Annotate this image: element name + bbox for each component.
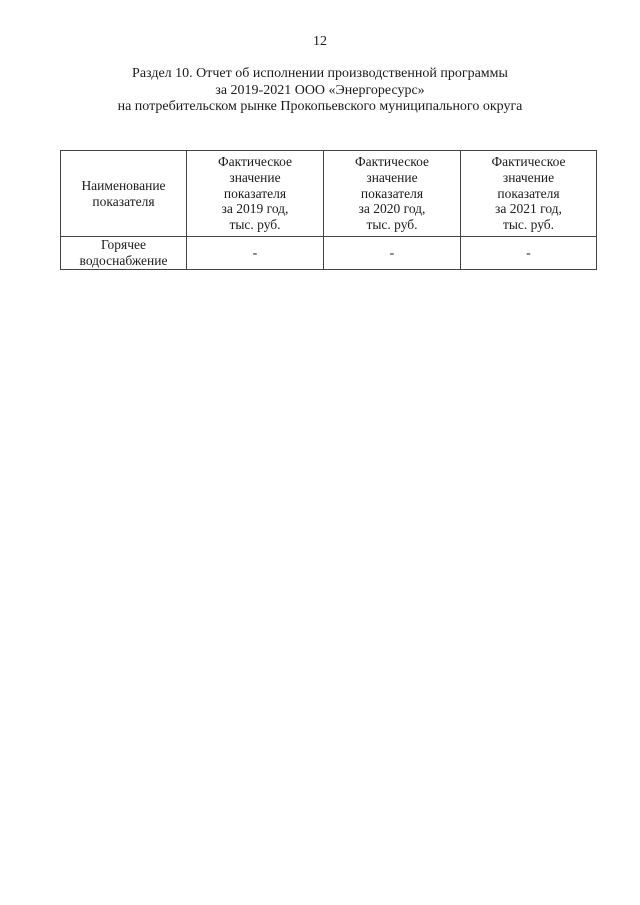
row-name-cell: Горячее водоснабжение bbox=[61, 237, 187, 270]
row-value-2021: - bbox=[461, 237, 597, 270]
heading-line-3: на потребительском рынке Прокопьевского муниципального округа bbox=[117, 99, 523, 114]
heading-line-2: за 2019-2021 ООО «Энергоресурс» bbox=[215, 82, 425, 98]
report-table bbox=[60, 150, 597, 270]
table-row bbox=[61, 237, 597, 270]
row-value-2020: - bbox=[324, 237, 461, 270]
header-value-2019: Фактическое значение показателя за 2019 год, тыс. руб. bbox=[187, 151, 324, 237]
header-indicator-name: Наименование показателя bbox=[61, 151, 187, 237]
row-value-2019: - bbox=[187, 237, 324, 270]
header-value-2020: Фактическое значение показателя за 2020 год, тыс. руб. bbox=[324, 151, 461, 237]
section-heading bbox=[0, 66, 640, 116]
page-number: 12 bbox=[313, 34, 327, 49]
table-header-row bbox=[61, 151, 597, 237]
header-value-2021: Фактическое значение показателя за 2021 год, тыс. руб. bbox=[461, 151, 597, 237]
heading-line-1: Раздел 10. Отчет об исполнении производственной программы bbox=[132, 66, 508, 81]
